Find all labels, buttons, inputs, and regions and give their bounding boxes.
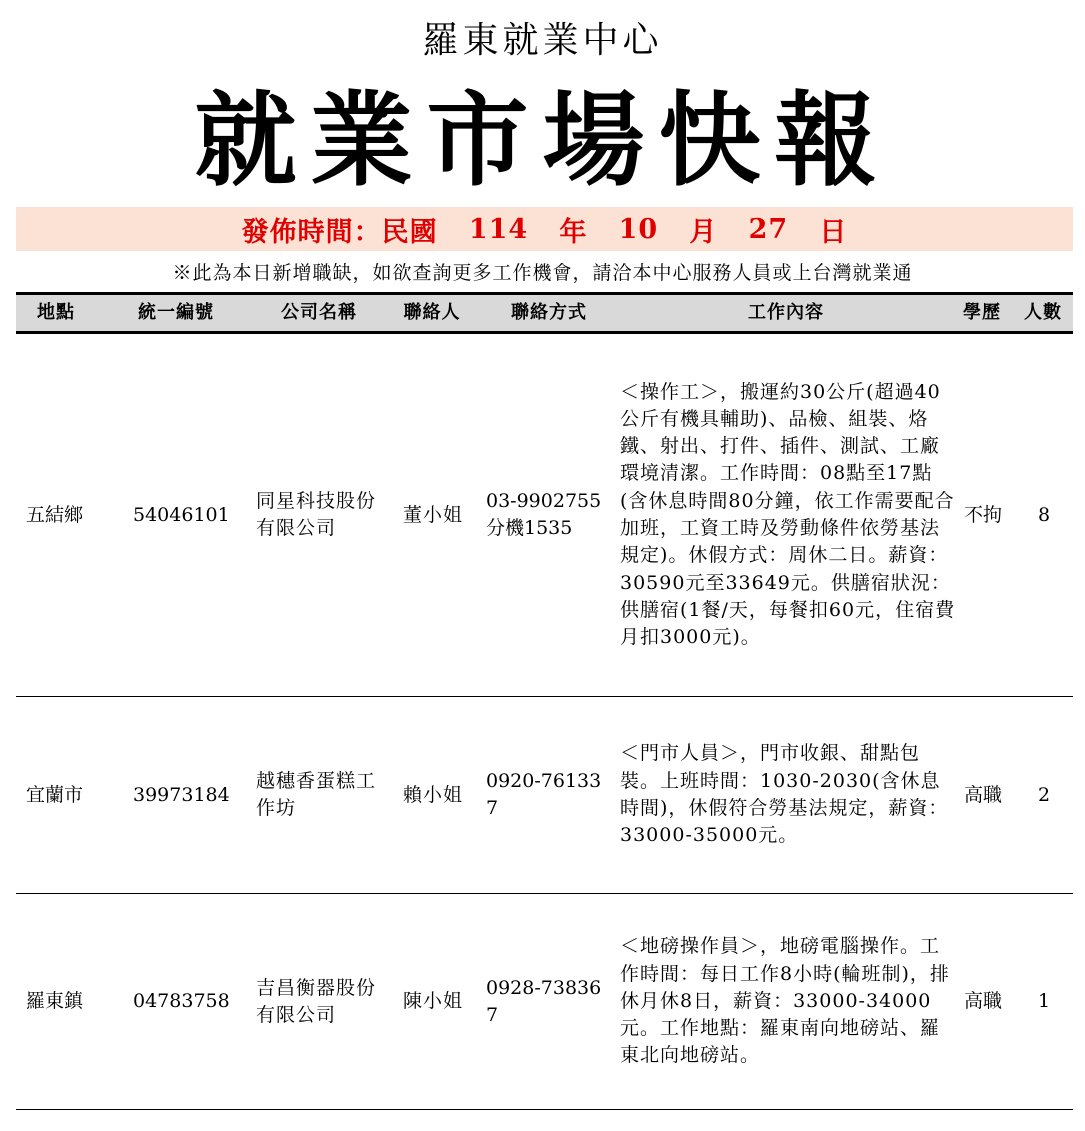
table-row: [16, 334, 1073, 697]
table-row: [16, 697, 1073, 894]
phone-cell: 0928-738367: [486, 976, 602, 1026]
tax-id-cell: 04783758: [133, 990, 230, 1012]
column-header-count: 人數: [1024, 302, 1062, 323]
company-cell: 越穗香蛋糕工作坊: [256, 770, 377, 819]
location-cell: 羅東鎮: [26, 990, 84, 1012]
count-cell: 1: [1037, 990, 1051, 1012]
date-day: 27: [748, 213, 789, 245]
column-header-company: 公司名稱: [281, 302, 357, 323]
description-cell: ＜門市人員＞，門市收銀、甜點包裝。上班時間：1030-2030(含休息時間)，休假符合勞基法規定，薪資：33000-35000元。: [620, 742, 949, 847]
company-cell: 吉昌衡器股份有限公司: [256, 976, 377, 1026]
date-day-unit: 日: [819, 216, 848, 248]
center-name: 羅東就業中心: [422, 20, 663, 61]
publish-date-bar: [16, 207, 1073, 251]
column-header-phone: 聯絡方式: [511, 302, 587, 323]
education-cell: 不拘: [963, 503, 1002, 526]
tax-id-cell: 54046101: [133, 503, 230, 526]
column-header-education: 學歷: [963, 302, 1001, 323]
date-prefix: 發佈時間：民國: [241, 216, 438, 248]
count-cell: 8: [1037, 503, 1051, 526]
contact-cell: 董小姐: [403, 503, 464, 526]
phone-cell: 03-9902755分機1535: [486, 490, 602, 539]
date-year-unit: 年: [559, 216, 588, 248]
date-month: 10: [618, 213, 659, 245]
education-cell: 高職: [963, 783, 1002, 806]
description-cell: ＜操作工＞，搬運約30公斤(超過40公斤有機具輔助)、品檢、組裝、烙鐵、射出、打件、插件、測試、工廠環境清潔。工作時間：08點至17點(含休息時間80分鐘，依工作需要配合加班，工資工時及勞動條件依勞基法規定)。休假方式：周休二日。薪資：30590元至33649元。供膳宿狀況：供膳宿(1餐/天，每餐扣60元，住宿費月扣3000元)。: [620, 380, 956, 649]
phone-cell: 0920-761337: [486, 770, 602, 819]
location-cell: 五結鄉: [26, 503, 84, 526]
date-year: 114: [468, 213, 529, 245]
column-header-location: 地點: [37, 302, 75, 323]
table-header: [16, 292, 1073, 334]
education-cell: 高職: [963, 990, 1002, 1012]
contact-cell: 賴小姐: [403, 783, 464, 806]
location-cell: 宜蘭市: [26, 783, 84, 806]
page-title: 就業市場快報: [194, 81, 891, 201]
tax-id-cell: 39973184: [133, 783, 230, 806]
column-header-contact: 聯絡人: [403, 302, 461, 323]
table-row: [16, 894, 1073, 1110]
count-cell: 2: [1037, 783, 1051, 806]
company-cell: 同星科技股份有限公司: [256, 490, 377, 539]
contact-cell: 陳小姐: [403, 990, 464, 1012]
column-header-description: 工作內容: [748, 302, 824, 323]
description-cell: ＜地磅操作員＞，地磅電腦操作。工作時間：每日工作8小時(輪班制)，排休月休8日，薪資：33000-34000元。工作地點：羅東南向地磅站、羅東北向地磅站。: [620, 935, 950, 1067]
notice-text: ※此為本日新增職缺，如欲查詢更多工作機會，請洽本中心服務人員或上台灣就業通: [172, 262, 913, 284]
date-month-unit: 月: [689, 216, 718, 248]
column-header-tax-id: 統一編號: [138, 302, 214, 323]
